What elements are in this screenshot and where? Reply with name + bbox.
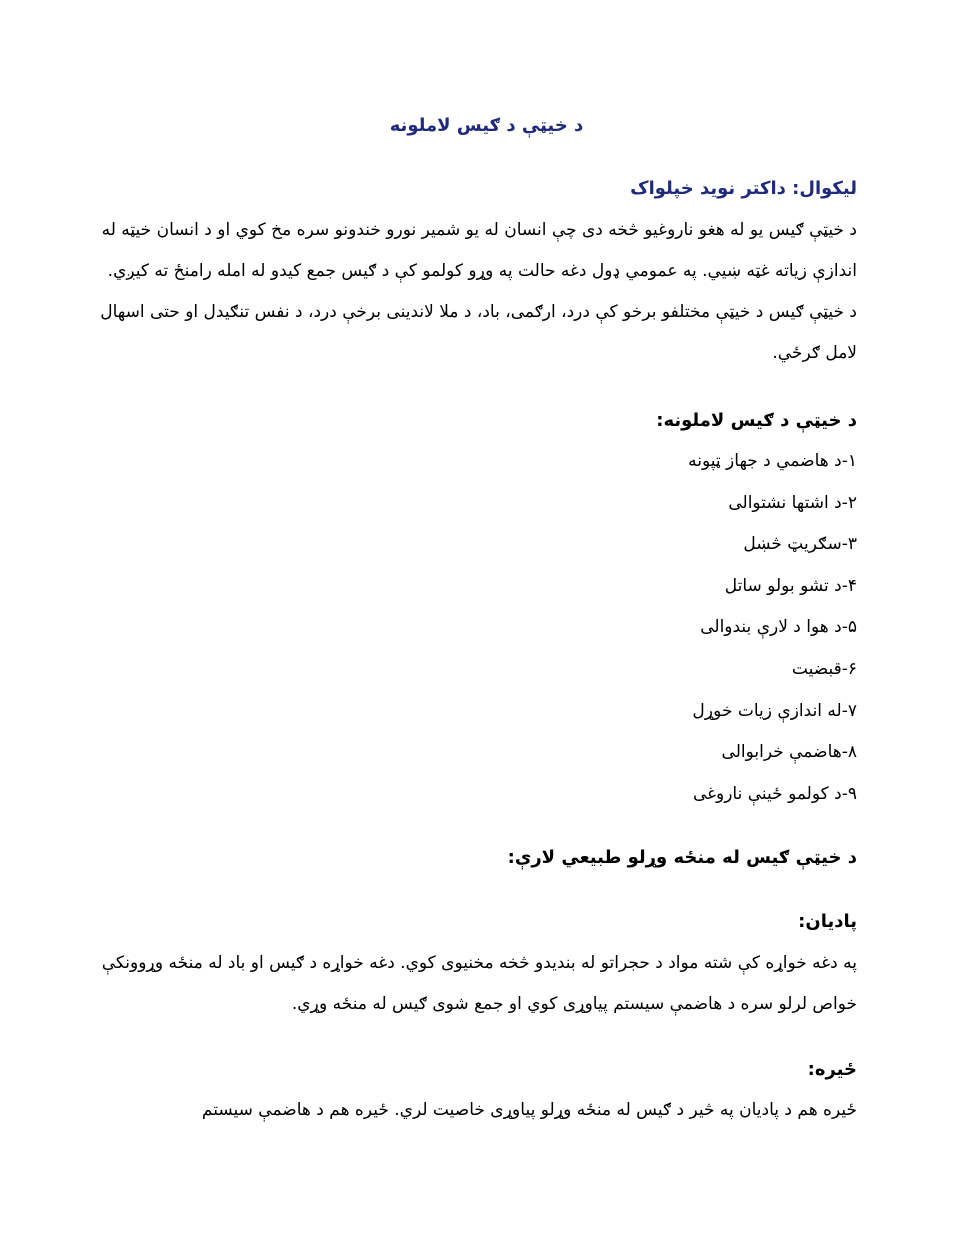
list-item: ۵-د هوا د لارې بندوالی: [700, 617, 857, 638]
list-item: ۲-د اشتها نشتوالی: [728, 492, 857, 513]
list-item: ۴-د تشو بولو ساتل: [724, 575, 857, 596]
list-item: ۶-قبضیت: [791, 658, 857, 679]
causes-heading: د خیټې د ګیس لاملونه:: [656, 410, 857, 431]
intro-paragraph: د خیټې ګیس یو له هغو ناروغیو څخه دی چې انسان له یو شمیر نورو خندونو سره مخ کوي او د انسان خیټه له اندازې زیاته غټه ښيي. په عمومي ډول دغه حالت په وړو کولمو کې د ګیس جمع کیدو له امله رامنځ ته کیږي. د خیټې ګیس د خیټې مختلفو برخو کې درد، ارګمی، باد، د ملا لاندینی برخې درد، د نفس تنګیدل او حتی اسهال لامل ګرځي.: [100, 220, 857, 363]
cumin-heading: ځیره:: [807, 1059, 857, 1080]
remedies-heading: د خیټې ګیس له منځه وړلو طبیعي لارې:: [507, 847, 857, 868]
list-item: ۱-د هاضمي د جهاز ټپونه: [688, 451, 857, 471]
anise-paragraph: په دغه خواړه کې شته مواد د حجراتو له بندیدو څخه مخنیوی کوي. دغه خواړه د ګیس او باد له منځه وړوونکې خواص لرلو سره د هاضمې سیستم پیاوړی کوي او جمع شوی ګیس له منځه وړي.: [101, 953, 857, 1014]
causes-list: [357, 441, 857, 815]
cumin-paragraph: ځیره هم د پادیان په څیر د ګیس له منځه وړلو پیاوړی خاصیت لري. ځیره هم د هاضمې سیستم: [201, 1100, 857, 1120]
list-item: ۳-سګریټ څښل: [743, 534, 857, 555]
list-item: ۸-هاضمې خرابوالی: [721, 742, 857, 763]
author-line: لیکوال: داکتر نوید خپلواک: [630, 178, 857, 199]
list-item: ۹-د کولمو ځینې ناروغی: [692, 783, 857, 804]
page-title: د خیټې د ګیس لاملونه: [389, 115, 584, 136]
anise-heading: پادیان:: [798, 911, 857, 932]
list-item: ۷-له اندازې زیات خوړل: [692, 700, 857, 721]
